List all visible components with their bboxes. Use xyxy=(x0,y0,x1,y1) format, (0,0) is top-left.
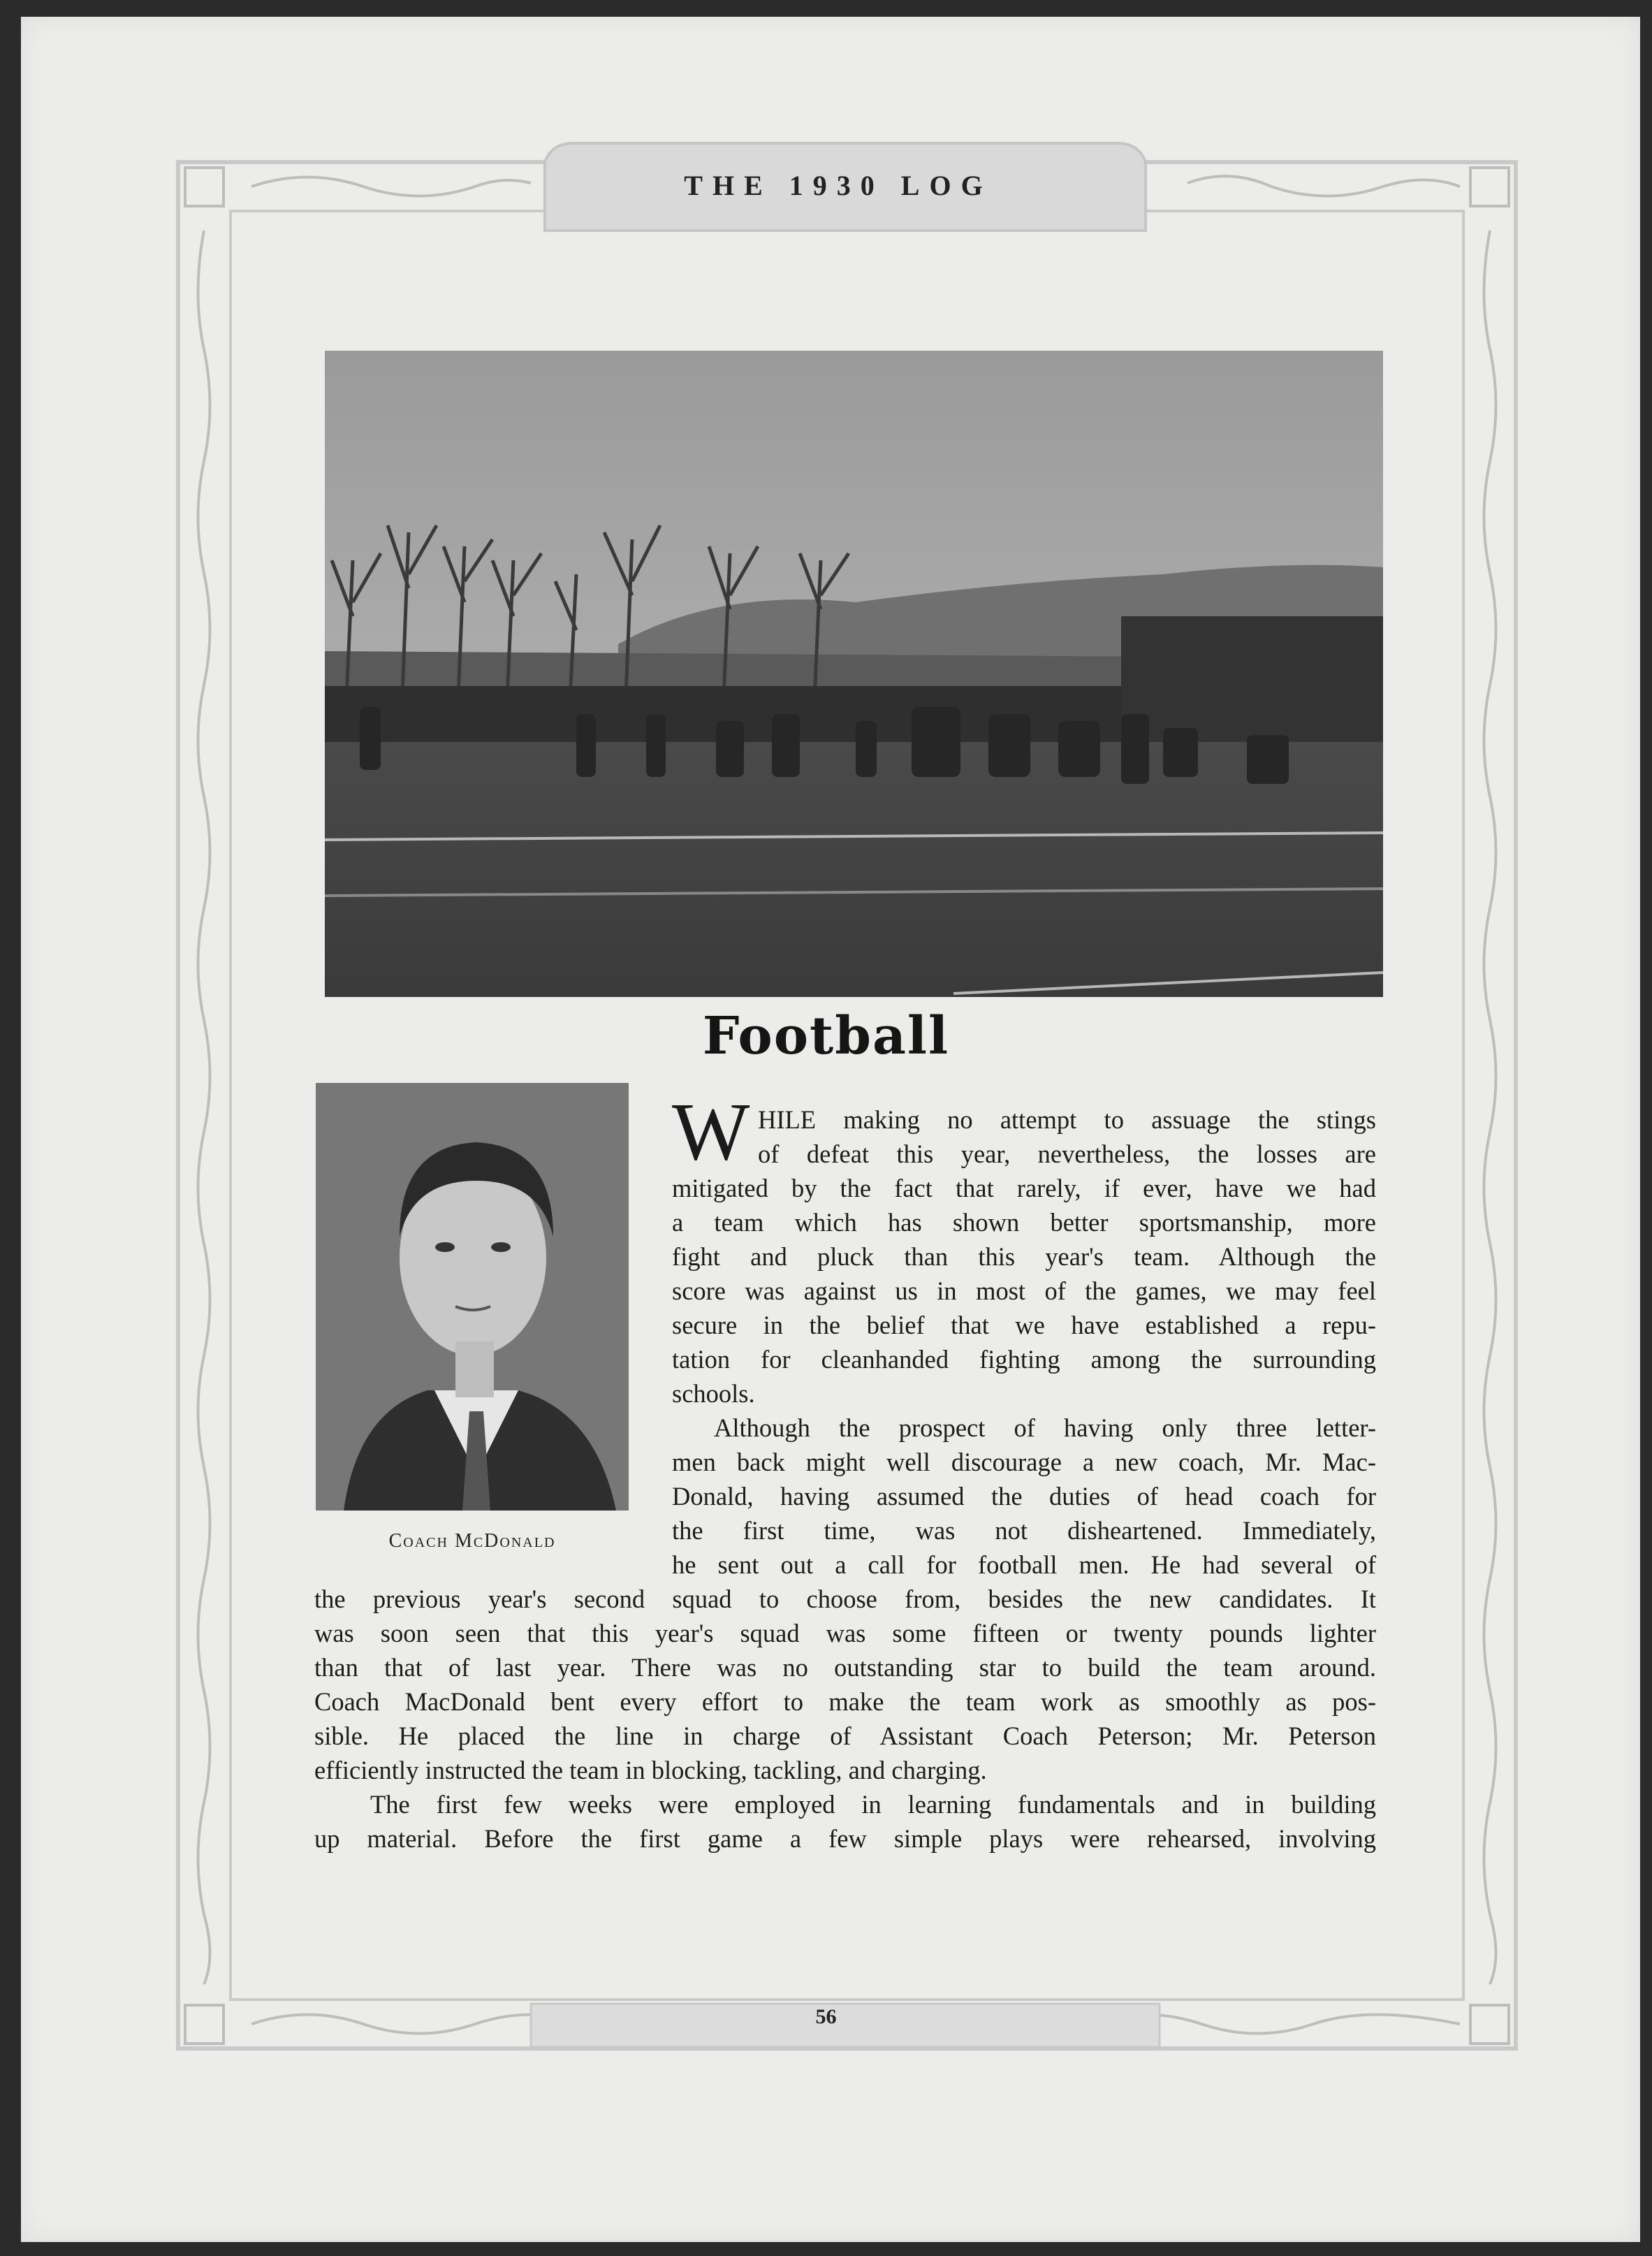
text-line: score was against us in most of the games, we may feel xyxy=(672,1276,1376,1305)
text-line: the first time, was not disheartened. Immediately, xyxy=(672,1516,1376,1545)
text-line: was soon seen that this year's squad was some fifteen or twenty pounds lighter xyxy=(314,1619,1376,1647)
text-line: Coach MacDonald bent every effort to make the team work as smoothly as pos- xyxy=(314,1687,1376,1716)
text-line: of defeat this year, nevertheless, the losses are xyxy=(758,1140,1376,1168)
portrait-caption: Coach McDonald xyxy=(388,1530,556,1552)
text-line: The first few weeks were employed in learning fundamentals and in building xyxy=(370,1790,1376,1819)
football-game-photo xyxy=(325,351,1383,997)
section-title: Football xyxy=(702,1006,950,1066)
text-line: HILE making no attempt to assuage the stings xyxy=(758,1105,1376,1134)
text-line: tation for cleanhanded fighting among the surrounding xyxy=(672,1345,1376,1374)
text-line: fight and pluck than this year's team. Although the xyxy=(672,1242,1376,1271)
drop-cap: W xyxy=(672,1086,750,1177)
coach-portrait-photo xyxy=(316,1083,629,1511)
text-line: Although the prospect of having only three letter- xyxy=(714,1413,1376,1442)
text-line: efficiently instructed the team in blocking, tackling, and charging. xyxy=(314,1756,987,1784)
text-line: he sent out a call for football men. He had several of xyxy=(672,1550,1376,1579)
text-line: the previous year's second squad to choose from, besides the new candidates. It xyxy=(314,1585,1376,1613)
text-line: Donald, having assumed the duties of head coach for xyxy=(672,1482,1376,1511)
text-line: up material. Before the first game a few simple plays were rehearsed, involving xyxy=(314,1824,1376,1853)
text-line: sible. He placed the line in charge of Assistant Coach Peterson; Mr. Peterson xyxy=(314,1722,1376,1750)
text-line: secure in the belief that we have established a repu- xyxy=(672,1311,1376,1339)
text-line: men back might well discourage a new coach, Mr. Mac- xyxy=(672,1448,1376,1476)
running-header-title: THE 1930 LOG xyxy=(684,170,993,201)
text-line: than that of last year. There was no outstanding star to build the team around. xyxy=(314,1653,1376,1682)
page-number: 56 xyxy=(815,2005,837,2028)
text-line: schools. xyxy=(672,1379,755,1408)
text-line: mitigated by the fact that rarely, if ever, have we had xyxy=(672,1174,1376,1202)
text-line: a team which has shown better sportsmanship, more xyxy=(672,1208,1376,1237)
